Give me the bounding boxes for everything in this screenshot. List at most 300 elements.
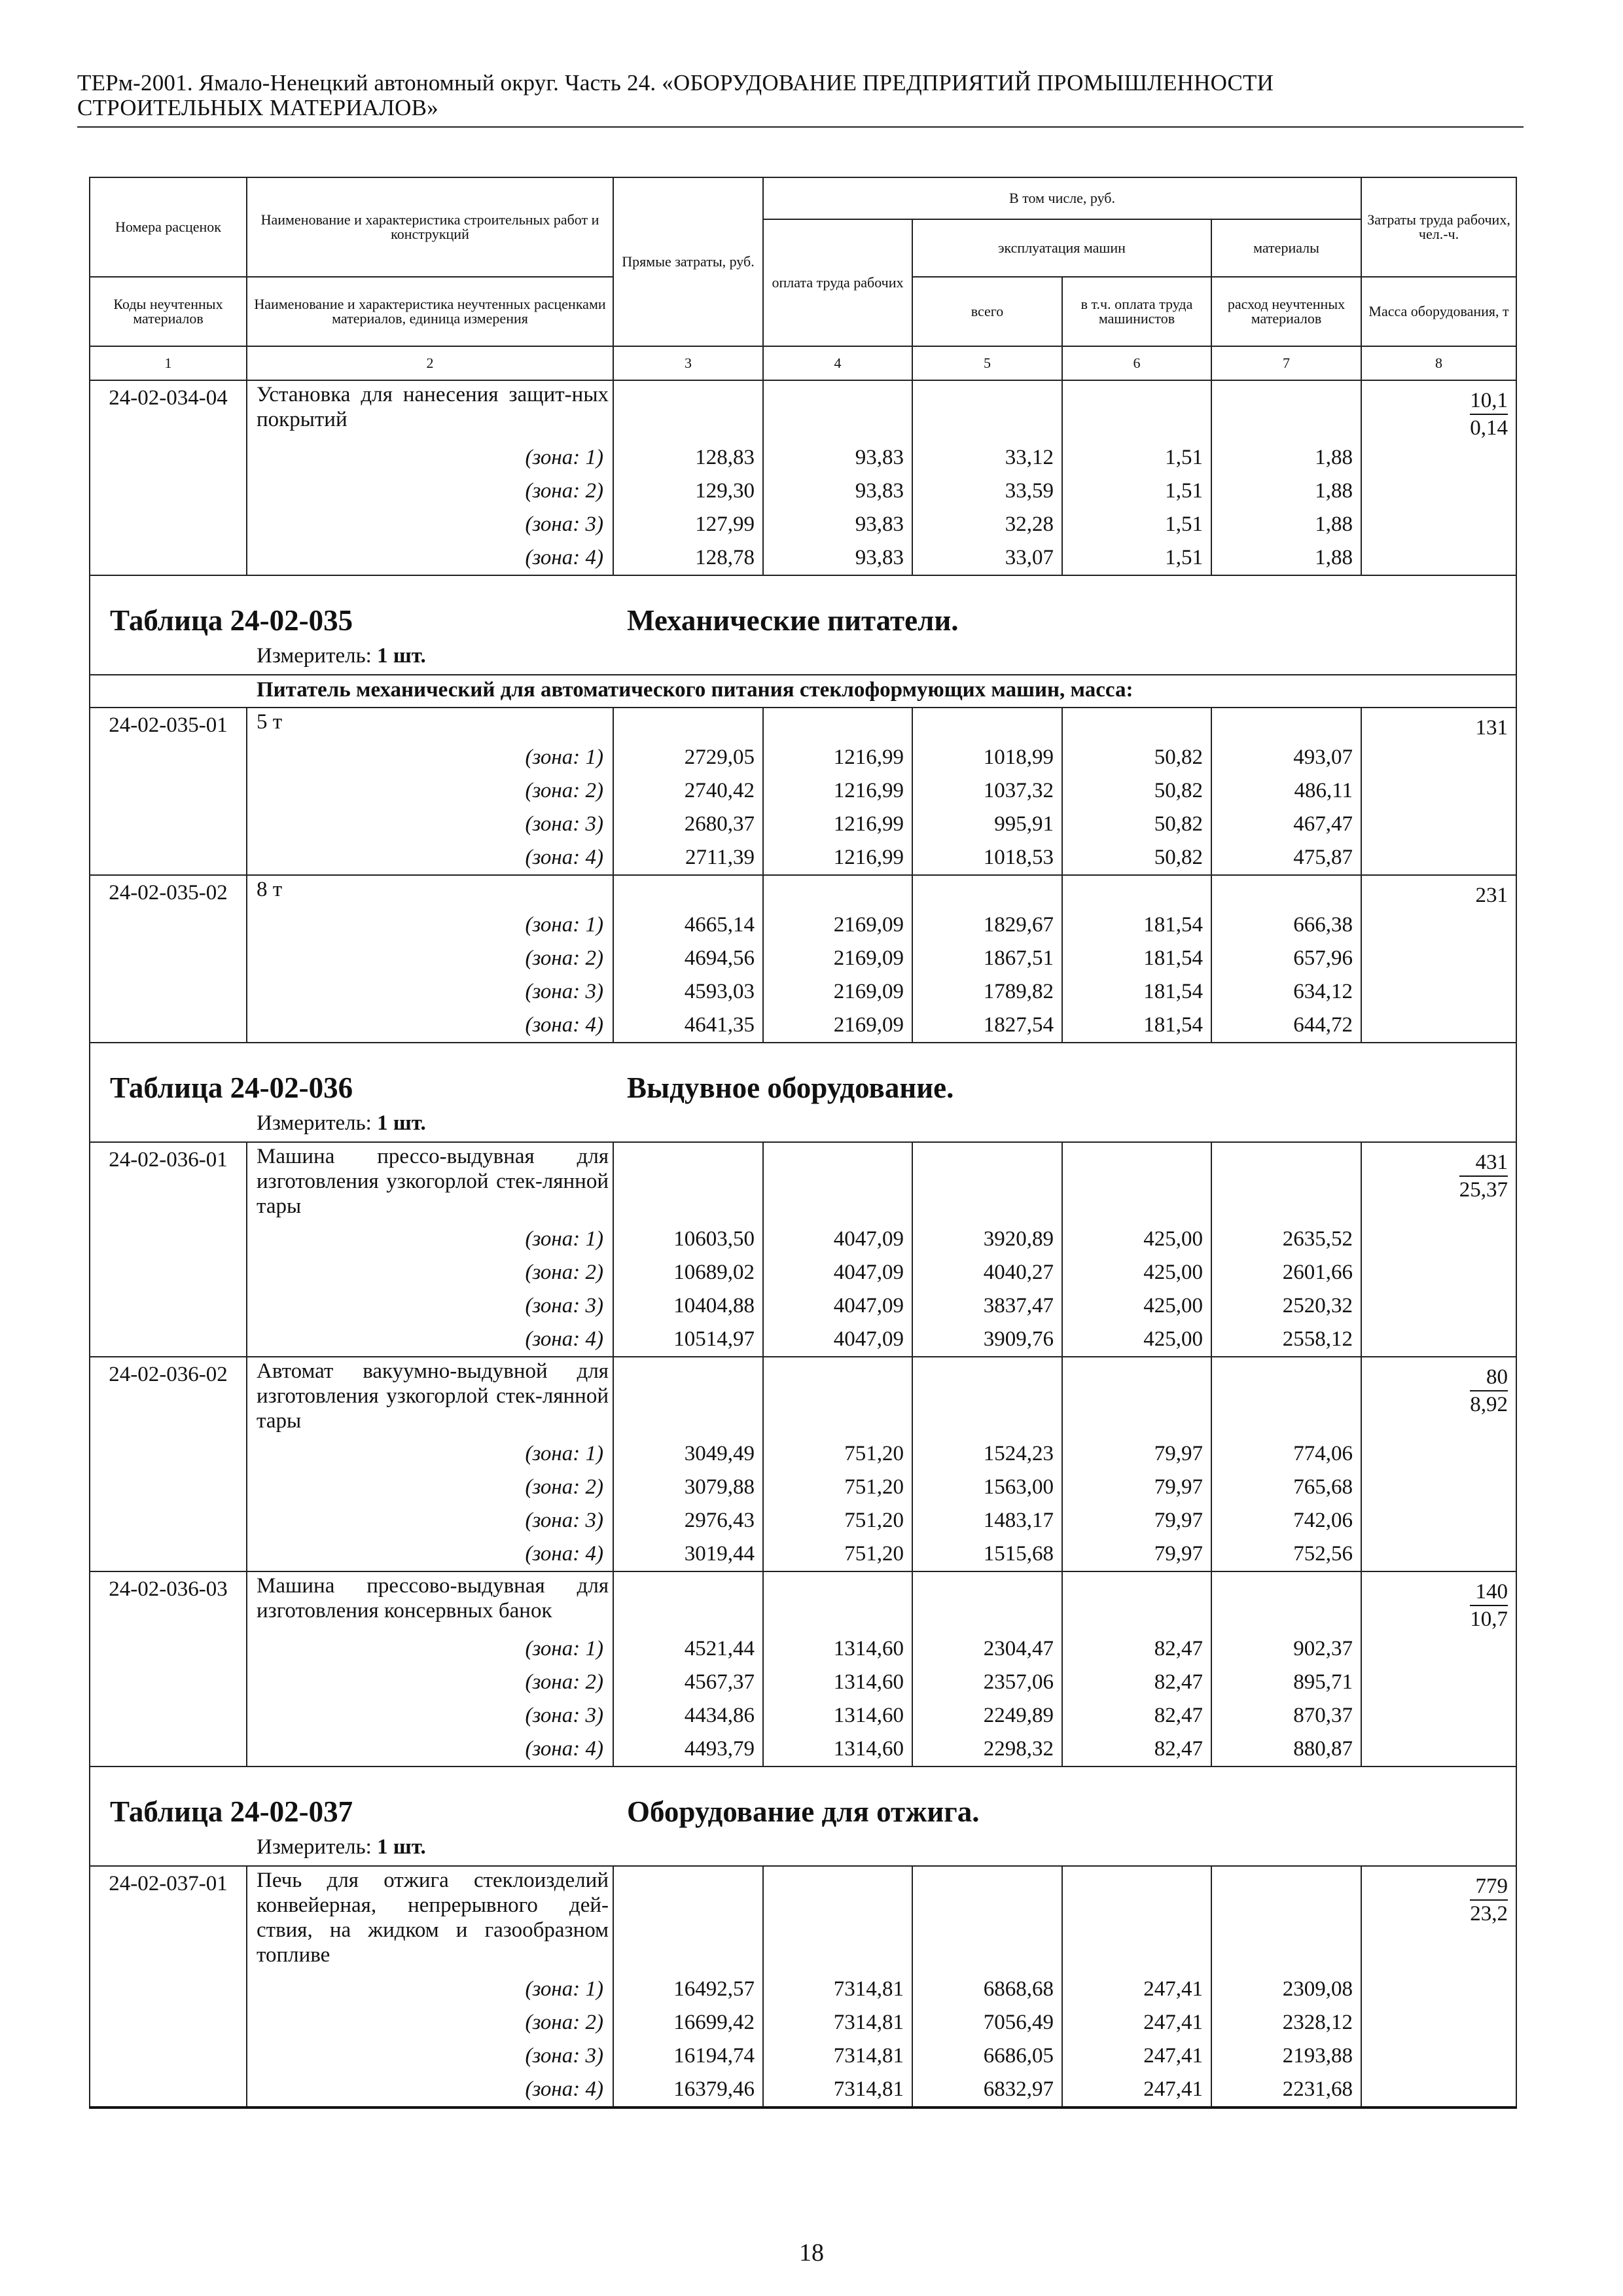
mass-value: 80 xyxy=(1470,1364,1508,1391)
machinist-wages: 181,54 xyxy=(1062,975,1211,1009)
table-section-header xyxy=(90,575,1516,675)
direct-cost: 4694,56 xyxy=(613,942,763,975)
materials-cost: 774,06 xyxy=(1211,1437,1361,1471)
worker-wages: 2169,09 xyxy=(763,975,912,1009)
machines-total: 6832,97 xyxy=(912,2073,1062,2108)
empty-cell xyxy=(1361,1223,1516,1256)
empty-cell xyxy=(1361,1537,1516,1571)
table-section-header xyxy=(90,1043,1516,1142)
zone-row xyxy=(90,475,1516,508)
zone-row xyxy=(90,508,1516,541)
machinist-wages: 79,97 xyxy=(1062,1537,1211,1571)
machines-total: 1037,32 xyxy=(912,774,1062,808)
mass-labor-value: 25,37 xyxy=(1459,1178,1508,1202)
zone-label: (зона: 1) xyxy=(247,908,613,942)
section-header-cell xyxy=(90,1043,1516,1142)
direct-cost: 129,30 xyxy=(613,475,763,508)
rate-code: 24-02-037-01 xyxy=(90,1866,247,2108)
machines-total: 32,28 xyxy=(912,508,1062,541)
table-section-header xyxy=(90,1767,1516,1866)
direct-cost: 2680,37 xyxy=(613,808,763,841)
worker-wages: 7314,81 xyxy=(763,1973,912,2006)
empty-cell xyxy=(1361,975,1516,1009)
column-number: 4 xyxy=(763,346,912,380)
table-title: Таблица 24-02-037 xyxy=(110,1795,353,1828)
zone-row xyxy=(90,741,1516,774)
empty-cell xyxy=(1062,1142,1211,1223)
empty-cell xyxy=(1062,380,1211,441)
page-number: 18 xyxy=(799,2239,824,2267)
unit-value: 1 шт. xyxy=(377,644,426,668)
empty-cell xyxy=(1062,875,1211,908)
materials-cost: 467,47 xyxy=(1211,808,1361,841)
empty-cell xyxy=(1361,1009,1516,1043)
machines-total: 33,07 xyxy=(912,541,1062,575)
group-row xyxy=(90,675,1516,708)
mass-value: 431 xyxy=(1459,1149,1508,1177)
mass-value: 140 xyxy=(1470,1579,1508,1606)
header-machines-total: всего xyxy=(912,277,1062,346)
empty-cell xyxy=(912,708,1062,741)
section-header-cell xyxy=(90,1767,1516,1866)
worker-wages: 93,83 xyxy=(763,441,912,475)
direct-cost: 4665,14 xyxy=(613,908,763,942)
header-machinist-wages: в т.ч. оплата труда машинистов xyxy=(1062,277,1211,346)
zone-label: (зона: 2) xyxy=(247,1256,613,1289)
unit-value: 1 шт. xyxy=(377,1835,426,1859)
direct-cost: 16379,46 xyxy=(613,2073,763,2108)
worker-wages: 4047,09 xyxy=(763,1256,912,1289)
materials-cost: 895,71 xyxy=(1211,1666,1361,1699)
empty-cell xyxy=(1211,1571,1361,1632)
machinist-wages: 181,54 xyxy=(1062,942,1211,975)
direct-cost: 4593,03 xyxy=(613,975,763,1009)
empty-cell xyxy=(1211,380,1361,441)
materials-cost: 752,56 xyxy=(1211,1537,1361,1571)
machinist-wages: 82,47 xyxy=(1062,1699,1211,1732)
empty-cell xyxy=(763,875,912,908)
empty-cell xyxy=(1361,1732,1516,1767)
worker-wages: 1314,60 xyxy=(763,1632,912,1666)
zone-row xyxy=(90,1009,1516,1043)
empty-cell xyxy=(613,1866,763,1973)
machinist-wages: 425,00 xyxy=(1062,1223,1211,1256)
zone-label: (зона: 3) xyxy=(247,1504,613,1537)
materials-cost: 2309,08 xyxy=(1211,1973,1361,2006)
zone-label: (зона: 3) xyxy=(247,808,613,841)
rate-name: Автомат вакуумно-выдувной для изготовления узкогорлой стек-лянной тары xyxy=(247,1357,613,1437)
empty-cell xyxy=(1361,508,1516,541)
empty-cell xyxy=(1361,808,1516,841)
mass-cell xyxy=(1361,380,1516,441)
direct-cost: 128,83 xyxy=(613,441,763,475)
empty-cell xyxy=(912,1357,1062,1437)
header-codes: Коды неучтенных материалов xyxy=(90,277,247,346)
materials-cost: 475,87 xyxy=(1211,841,1361,875)
rate-item-row xyxy=(90,1866,1516,1973)
machinist-wages: 79,97 xyxy=(1062,1471,1211,1504)
zone-label: (зона: 2) xyxy=(247,475,613,508)
machines-total: 2298,32 xyxy=(912,1732,1062,1767)
empty-cell xyxy=(1361,1289,1516,1323)
header-direct-costs: Прямые затраты, руб. xyxy=(613,177,763,346)
zone-row xyxy=(90,808,1516,841)
zone-label: (зона: 1) xyxy=(247,1437,613,1471)
mass-cell: 231 xyxy=(1361,875,1516,908)
mass-fraction xyxy=(1459,1149,1508,1203)
direct-cost: 16699,42 xyxy=(613,2006,763,2039)
materials-cost: 902,37 xyxy=(1211,1632,1361,1666)
materials-cost: 2558,12 xyxy=(1211,1323,1361,1357)
machines-total: 3909,76 xyxy=(912,1323,1062,1357)
zone-label: (зона: 2) xyxy=(247,942,613,975)
materials-cost: 1,88 xyxy=(1211,475,1361,508)
header-unaccounted-materials: расход неучтенных материалов xyxy=(1211,277,1361,346)
machines-total: 1867,51 xyxy=(912,942,1062,975)
header-mass: Масса оборудования, т xyxy=(1361,277,1516,346)
empty-cell xyxy=(1361,2006,1516,2039)
worker-wages: 2169,09 xyxy=(763,942,912,975)
machinist-wages: 82,47 xyxy=(1062,1732,1211,1767)
zone-row xyxy=(90,2006,1516,2039)
header-row-1 xyxy=(90,177,1516,219)
materials-cost: 657,96 xyxy=(1211,942,1361,975)
empty-cell xyxy=(1062,708,1211,741)
section-header-cell xyxy=(90,575,1516,675)
direct-cost: 4493,79 xyxy=(613,1732,763,1767)
machines-total: 1018,53 xyxy=(912,841,1062,875)
zone-row xyxy=(90,774,1516,808)
mass-value: 10,1 xyxy=(1470,387,1508,415)
empty-cell xyxy=(1361,942,1516,975)
machinist-wages: 425,00 xyxy=(1062,1323,1211,1357)
materials-cost: 870,37 xyxy=(1211,1699,1361,1732)
machinist-wages: 82,47 xyxy=(1062,1666,1211,1699)
empty-cell xyxy=(613,708,763,741)
empty-cell xyxy=(912,1142,1062,1223)
empty-cell xyxy=(1361,1437,1516,1471)
machinist-wages: 425,00 xyxy=(1062,1289,1211,1323)
worker-wages: 1216,99 xyxy=(763,841,912,875)
header-column-numbers xyxy=(90,346,1516,380)
direct-cost: 10689,02 xyxy=(613,1256,763,1289)
empty-cell xyxy=(613,380,763,441)
zone-row xyxy=(90,1323,1516,1357)
zone-row xyxy=(90,1699,1516,1732)
direct-cost: 3049,49 xyxy=(613,1437,763,1471)
zone-label: (зона: 2) xyxy=(247,1471,613,1504)
zone-label: (зона: 3) xyxy=(247,2039,613,2073)
materials-cost: 2193,88 xyxy=(1211,2039,1361,2073)
zone-label: (зона: 2) xyxy=(247,774,613,808)
empty-cell xyxy=(1062,1571,1211,1632)
direct-cost: 16492,57 xyxy=(613,1973,763,2006)
empty-cell xyxy=(1361,1471,1516,1504)
table-unit xyxy=(257,644,426,668)
worker-wages: 751,20 xyxy=(763,1504,912,1537)
machinist-wages: 181,54 xyxy=(1062,908,1211,942)
empty-cell xyxy=(1062,1357,1211,1437)
worker-wages: 751,20 xyxy=(763,1537,912,1571)
rate-item-row xyxy=(90,708,1516,741)
direct-cost: 10404,88 xyxy=(613,1289,763,1323)
zone-row xyxy=(90,1471,1516,1504)
zone-row xyxy=(90,975,1516,1009)
mass-cell xyxy=(1361,1571,1516,1632)
machines-total: 2249,89 xyxy=(912,1699,1062,1732)
mass-cell xyxy=(1361,1866,1516,1973)
mass-fraction xyxy=(1470,387,1508,441)
worker-wages: 2169,09 xyxy=(763,908,912,942)
header-labor: Затраты труда рабочих, чел.-ч. xyxy=(1361,177,1516,277)
worker-wages: 4047,09 xyxy=(763,1223,912,1256)
empty-cell xyxy=(1361,1323,1516,1357)
rate-code: 24-02-036-02 xyxy=(90,1357,247,1571)
zone-row xyxy=(90,1666,1516,1699)
header-name-works: Наименование и характеристика строительных работ и конструкций xyxy=(247,177,613,277)
worker-wages: 93,83 xyxy=(763,541,912,575)
rate-code: 24-02-034-04 xyxy=(90,380,247,575)
direct-cost: 4641,35 xyxy=(613,1009,763,1043)
table-name: Механические питатели. xyxy=(627,604,959,637)
empty-cell xyxy=(763,1142,912,1223)
column-number: 5 xyxy=(912,346,1062,380)
worker-wages: 1314,60 xyxy=(763,1699,912,1732)
table-unit xyxy=(257,1111,426,1136)
zone-label: (зона: 3) xyxy=(247,1699,613,1732)
zone-row xyxy=(90,541,1516,575)
direct-cost: 16194,74 xyxy=(613,2039,763,2073)
machines-total: 1563,00 xyxy=(912,1471,1062,1504)
machinist-wages: 79,97 xyxy=(1062,1504,1211,1537)
document-header xyxy=(77,71,1517,120)
materials-cost: 2601,66 xyxy=(1211,1256,1361,1289)
empty-cell xyxy=(763,380,912,441)
direct-cost: 2976,43 xyxy=(613,1504,763,1537)
empty-cell xyxy=(763,1357,912,1437)
zone-row xyxy=(90,1973,1516,2006)
materials-cost: 742,06 xyxy=(1211,1504,1361,1537)
empty-cell xyxy=(613,1571,763,1632)
direct-cost: 10603,50 xyxy=(613,1223,763,1256)
empty-cell xyxy=(1211,1866,1361,1973)
mass-fraction xyxy=(1470,1579,1508,1632)
machinist-wages: 50,82 xyxy=(1062,841,1211,875)
worker-wages: 1216,99 xyxy=(763,774,912,808)
machines-total: 2357,06 xyxy=(912,1666,1062,1699)
worker-wages: 93,83 xyxy=(763,475,912,508)
direct-cost: 4521,44 xyxy=(613,1632,763,1666)
worker-wages: 7314,81 xyxy=(763,2006,912,2039)
mass-labor-value: 0,14 xyxy=(1470,416,1508,440)
zone-label: (зона: 3) xyxy=(247,975,613,1009)
zone-label: (зона: 3) xyxy=(247,1289,613,1323)
empty-cell xyxy=(1361,741,1516,774)
zone-label: (зона: 3) xyxy=(247,508,613,541)
empty-cell xyxy=(1361,1256,1516,1289)
materials-cost: 765,68 xyxy=(1211,1471,1361,1504)
materials-cost: 1,88 xyxy=(1211,541,1361,575)
rate-code: 24-02-036-01 xyxy=(90,1142,247,1357)
header-rule xyxy=(77,126,1524,128)
zone-label: (зона: 4) xyxy=(247,841,613,875)
zone-label: (зона: 4) xyxy=(247,541,613,575)
machinist-wages: 79,97 xyxy=(1062,1437,1211,1471)
empty-cell xyxy=(1211,1357,1361,1437)
header-wages: оплата труда рабочих xyxy=(763,219,912,346)
empty-cell xyxy=(912,1571,1062,1632)
direct-cost: 2711,39 xyxy=(613,841,763,875)
zone-row xyxy=(90,2073,1516,2108)
machines-total: 1827,54 xyxy=(912,1009,1062,1043)
machinist-wages: 50,82 xyxy=(1062,774,1211,808)
machinist-wages: 1,51 xyxy=(1062,475,1211,508)
worker-wages: 4047,09 xyxy=(763,1289,912,1323)
zone-row xyxy=(90,1632,1516,1666)
empty-cell xyxy=(1062,1866,1211,1973)
machines-total: 6686,05 xyxy=(912,2039,1062,2073)
empty-cell xyxy=(912,1866,1062,1973)
mass-value: 779 xyxy=(1470,1873,1508,1901)
empty-cell xyxy=(1211,875,1361,908)
materials-cost: 493,07 xyxy=(1211,741,1361,774)
table-title: Таблица 24-02-036 xyxy=(110,1071,353,1104)
machinist-wages: 247,41 xyxy=(1062,2039,1211,2073)
zone-row xyxy=(90,1437,1516,1471)
zone-row xyxy=(90,908,1516,942)
empty-cell xyxy=(763,1571,912,1632)
materials-cost: 880,87 xyxy=(1211,1732,1361,1767)
column-number: 7 xyxy=(1211,346,1361,380)
materials-cost: 2520,32 xyxy=(1211,1289,1361,1323)
materials-cost: 1,88 xyxy=(1211,441,1361,475)
machinist-wages: 1,51 xyxy=(1062,541,1211,575)
mass-fraction xyxy=(1470,1873,1508,1927)
direct-cost: 10514,97 xyxy=(613,1323,763,1357)
machinist-wages: 50,82 xyxy=(1062,741,1211,774)
rate-name: 8 т xyxy=(247,875,613,908)
worker-wages: 2169,09 xyxy=(763,1009,912,1043)
column-number: 6 xyxy=(1062,346,1211,380)
empty-cell xyxy=(1361,841,1516,875)
machinist-wages: 247,41 xyxy=(1062,2006,1211,2039)
zone-label: (зона: 1) xyxy=(247,1632,613,1666)
column-number: 2 xyxy=(247,346,613,380)
zone-row xyxy=(90,841,1516,875)
zone-label: (зона: 4) xyxy=(247,1537,613,1571)
machines-total: 1515,68 xyxy=(912,1537,1062,1571)
zone-row xyxy=(90,1256,1516,1289)
direct-cost: 2729,05 xyxy=(613,741,763,774)
zone-row xyxy=(90,441,1516,475)
machinist-wages: 50,82 xyxy=(1062,808,1211,841)
empty-cell xyxy=(912,875,1062,908)
zone-row xyxy=(90,1504,1516,1537)
empty-cell xyxy=(1361,441,1516,475)
materials-cost: 666,38 xyxy=(1211,908,1361,942)
header-line-1: ТЕРм-2001. Ямало-Ненецкий автономный округ. Часть 24. «ОБОРУДОВАНИЕ ПРЕДПРИЯТИЙ ПРОМЫШЛЕННОСТИ xyxy=(77,70,1274,96)
header-num-rates: Номера расценок xyxy=(90,177,247,277)
worker-wages: 7314,81 xyxy=(763,2073,912,2108)
empty-cell xyxy=(1361,475,1516,508)
unit-label: Измеритель: xyxy=(257,1835,372,1859)
rate-name: Машина прессо-выдувная для изготовления узкогорлой стек-лянной тары xyxy=(247,1142,613,1223)
machinist-wages: 1,51 xyxy=(1062,441,1211,475)
rates-table xyxy=(89,177,1517,2109)
zone-label: (зона: 2) xyxy=(247,1666,613,1699)
column-number: 1 xyxy=(90,346,247,380)
materials-cost: 2635,52 xyxy=(1211,1223,1361,1256)
zone-row xyxy=(90,1289,1516,1323)
empty-cell xyxy=(1211,1142,1361,1223)
unit-label: Измеритель: xyxy=(257,1111,372,1135)
unit-value: 1 шт. xyxy=(377,1111,426,1135)
materials-cost: 2231,68 xyxy=(1211,2073,1361,2108)
zone-label: (зона: 1) xyxy=(247,1223,613,1256)
empty-cell xyxy=(613,1357,763,1437)
header-including: В том числе, руб. xyxy=(763,177,1361,219)
rate-code: 24-02-035-02 xyxy=(90,875,247,1043)
direct-cost: 3079,88 xyxy=(613,1471,763,1504)
worker-wages: 1216,99 xyxy=(763,741,912,774)
zone-label: (зона: 1) xyxy=(247,441,613,475)
mass-labor-value: 23,2 xyxy=(1470,1902,1508,1926)
direct-cost: 2740,42 xyxy=(613,774,763,808)
machinist-wages: 425,00 xyxy=(1062,1256,1211,1289)
zone-label: (зона: 4) xyxy=(247,1009,613,1043)
zone-row xyxy=(90,2039,1516,2073)
worker-wages: 751,20 xyxy=(763,1437,912,1471)
zone-label: (зона: 1) xyxy=(247,1973,613,2006)
column-number: 8 xyxy=(1361,346,1516,380)
empty-cell xyxy=(613,1142,763,1223)
rate-item-row xyxy=(90,380,1516,441)
direct-cost: 4567,37 xyxy=(613,1666,763,1699)
rate-code: 24-02-035-01 xyxy=(90,708,247,875)
table-unit xyxy=(257,1835,426,1859)
machinist-wages: 247,41 xyxy=(1062,1973,1211,2006)
mass-cell: 131 xyxy=(1361,708,1516,741)
empty-cell xyxy=(1361,1666,1516,1699)
mass-fraction xyxy=(1470,1364,1508,1418)
unit-label: Измеритель: xyxy=(257,644,372,668)
machines-total: 2304,47 xyxy=(912,1632,1062,1666)
machines-total: 7056,49 xyxy=(912,2006,1062,2039)
machines-total: 6868,68 xyxy=(912,1973,1062,2006)
zone-label: (зона: 4) xyxy=(247,1732,613,1767)
machinist-wages: 82,47 xyxy=(1062,1632,1211,1666)
machines-total: 1829,67 xyxy=(912,908,1062,942)
mass-labor-value: 10,7 xyxy=(1470,1607,1508,1631)
rate-code: 24-02-036-03 xyxy=(90,1571,247,1767)
zone-row xyxy=(90,942,1516,975)
machines-total: 1483,17 xyxy=(912,1504,1062,1537)
empty-cell xyxy=(912,380,1062,441)
machines-total: 3920,89 xyxy=(912,1223,1062,1256)
machinist-wages: 181,54 xyxy=(1062,1009,1211,1043)
worker-wages: 7314,81 xyxy=(763,2039,912,2073)
direct-cost: 4434,86 xyxy=(613,1699,763,1732)
machines-total: 33,59 xyxy=(912,475,1062,508)
materials-cost: 1,88 xyxy=(1211,508,1361,541)
direct-cost: 127,99 xyxy=(613,508,763,541)
rate-name: Установка для нанесения защит-ных покрытий xyxy=(247,380,613,441)
empty-cell xyxy=(1361,2073,1516,2108)
empty-cell xyxy=(763,708,912,741)
worker-wages: 1216,99 xyxy=(763,808,912,841)
empty-cell xyxy=(763,1866,912,1973)
machinist-wages: 1,51 xyxy=(1062,508,1211,541)
